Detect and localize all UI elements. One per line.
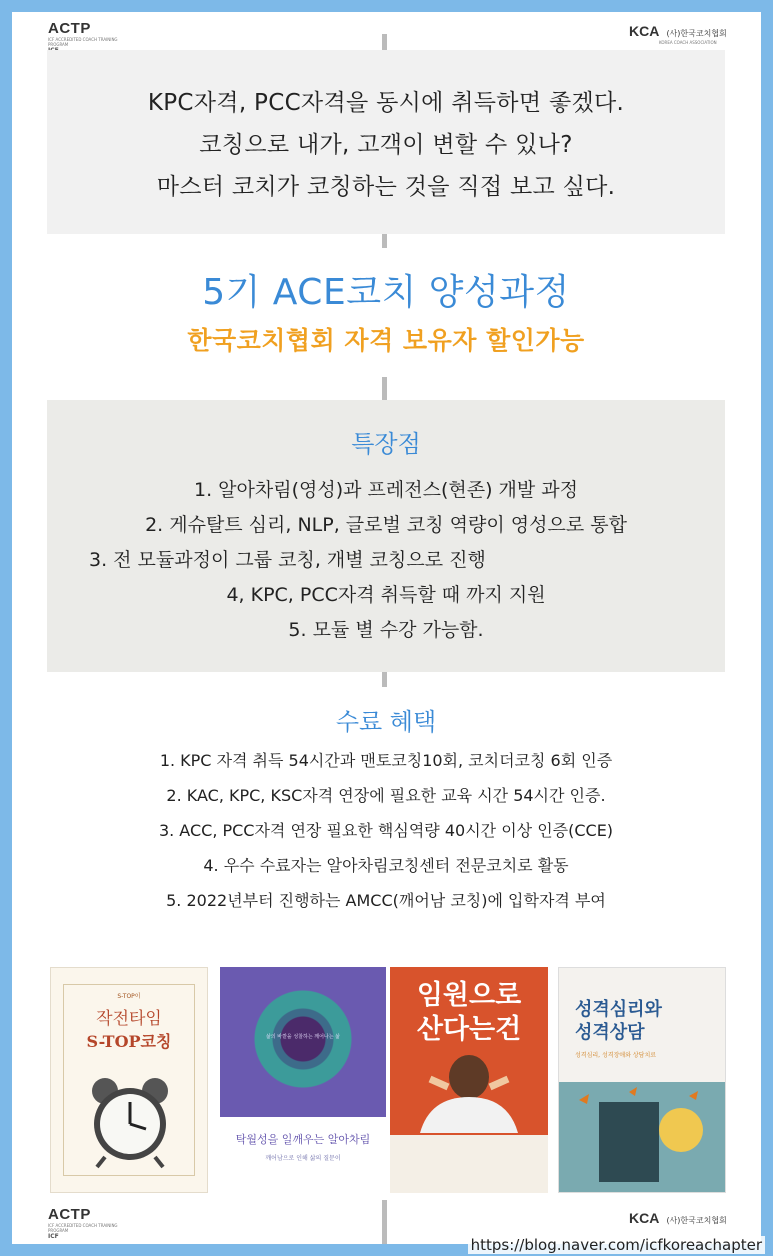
- butterfly-icon: [559, 1082, 726, 1192]
- feature-item: 2. 게슈탈트 심리, NLP, 글로벌 코칭 역량이 영성으로 통합: [145, 514, 627, 536]
- feature-item: 3. 전 모듈과정이 그룹 코칭, 개별 코칭으로 진행: [89, 549, 486, 571]
- benefit-item: 2. KAC, KPC, KSC자격 연장에 필요한 교육 시간 54시간 인증.: [166, 786, 606, 805]
- book-title: 산다는건: [416, 1014, 522, 1045]
- features-heading: 특장점: [351, 430, 421, 458]
- alarm-clock-icon: [75, 1069, 185, 1169]
- kca-logo-mark: KCA: [629, 23, 660, 39]
- book-title: 작전타임: [96, 1009, 162, 1029]
- intro-line: KPC자격, PCC자격을 동시에 취득하면 좋겠다.: [147, 90, 625, 116]
- icf-logo-text: ICF: [48, 1233, 59, 1240]
- benefits-panel: [47, 702, 725, 918]
- kca-logo-name: (사)한국코치협회: [666, 29, 727, 38]
- course-title-block: [47, 264, 725, 357]
- book-cover-executive: [390, 967, 548, 1193]
- book-cover-stop-coaching: [50, 967, 208, 1193]
- actp-logo-text: ACTP: [48, 1206, 91, 1223]
- actp-logo-text: ACTP: [48, 20, 91, 37]
- benefit-item: 5. 2022년부터 진행하는 AMCC(깨어남 코칭)에 입학자격 부여: [166, 891, 606, 910]
- book-title: S-TOP코칭: [86, 1032, 172, 1051]
- book-caption: 깨어남으로 인해 삶의 질문이: [265, 1155, 341, 1162]
- book-title: 성격상담: [575, 1022, 645, 1043]
- intro-panel: [47, 50, 725, 234]
- intro-line: 코칭으로 내가, 고객이 변할 수 있나?: [199, 132, 573, 158]
- benefits-heading: 수료 혜택: [335, 708, 437, 736]
- source-url[interactable]: https://blog.naver.com/icfkoreachapter: [468, 1236, 765, 1254]
- book-cover-awareness: [220, 967, 386, 1193]
- benefit-item: 4. 우수 수료자는 알아차림코칭센터 전문코치로 활동: [203, 856, 569, 875]
- connector-line: [382, 1200, 387, 1244]
- feature-item: 4, KPC, PCC자격 취득할 때 까지 지원: [226, 584, 546, 606]
- actp-logo-subtext: ICF ACCREDITED COACH TRAINING PROGRAM: [48, 1223, 118, 1233]
- actp-logo-bottom: [48, 1206, 118, 1240]
- benefit-item: 3. ACC, PCC자격 연장 필요한 핵심역량 40시간 이상 인증(CCE): [158, 821, 614, 840]
- book-cover-personality: [558, 967, 726, 1193]
- book-title: 임원으로: [416, 980, 522, 1011]
- book-title: 탁월성을 일깨우는 알아차림: [235, 1133, 371, 1146]
- course-title: 5기 ACE코치 양성과정: [202, 272, 570, 313]
- actp-logo: [48, 20, 118, 54]
- benefit-item: 1. KPC 자격 취득 54시간과 맨토코칭10회, 코치더코칭 6회 인증: [159, 751, 613, 770]
- kca-logo-bottom: [629, 1208, 739, 1227]
- person-icon: [390, 1053, 548, 1133]
- book-title: 성격심리와: [575, 999, 662, 1020]
- kca-logo: [629, 21, 739, 45]
- kca-logo-english: KOREA COACH ASSOCIATION: [659, 40, 717, 45]
- features-panel: [47, 400, 725, 672]
- feature-item: 5. 모듈 별 수강 가능함.: [288, 619, 484, 641]
- book-subtitle: 성격심리, 성격장애와 상담치료: [575, 1052, 657, 1059]
- kca-logo-mark: KCA: [629, 1210, 660, 1226]
- kca-logo-name: (사)한국코치협회: [666, 1216, 727, 1225]
- feature-item: 1. 알아차림(영성)과 프레전스(현존) 개발 과정: [194, 479, 578, 501]
- actp-logo-subtext: ICF ACCREDITED COACH TRAINING PROGRAM: [48, 37, 118, 47]
- book-small-title: 삶의 바깥을 성찰하는 깨어나는 삶: [266, 1034, 340, 1040]
- course-subtitle: 한국코치협회 자격 보유자 할인가능: [187, 326, 585, 355]
- book-small-title: S-TOP이: [117, 993, 141, 1000]
- intro-line: 마스터 코치가 코칭하는 것을 직접 보고 싶다.: [156, 174, 616, 200]
- poster: [12, 12, 761, 1244]
